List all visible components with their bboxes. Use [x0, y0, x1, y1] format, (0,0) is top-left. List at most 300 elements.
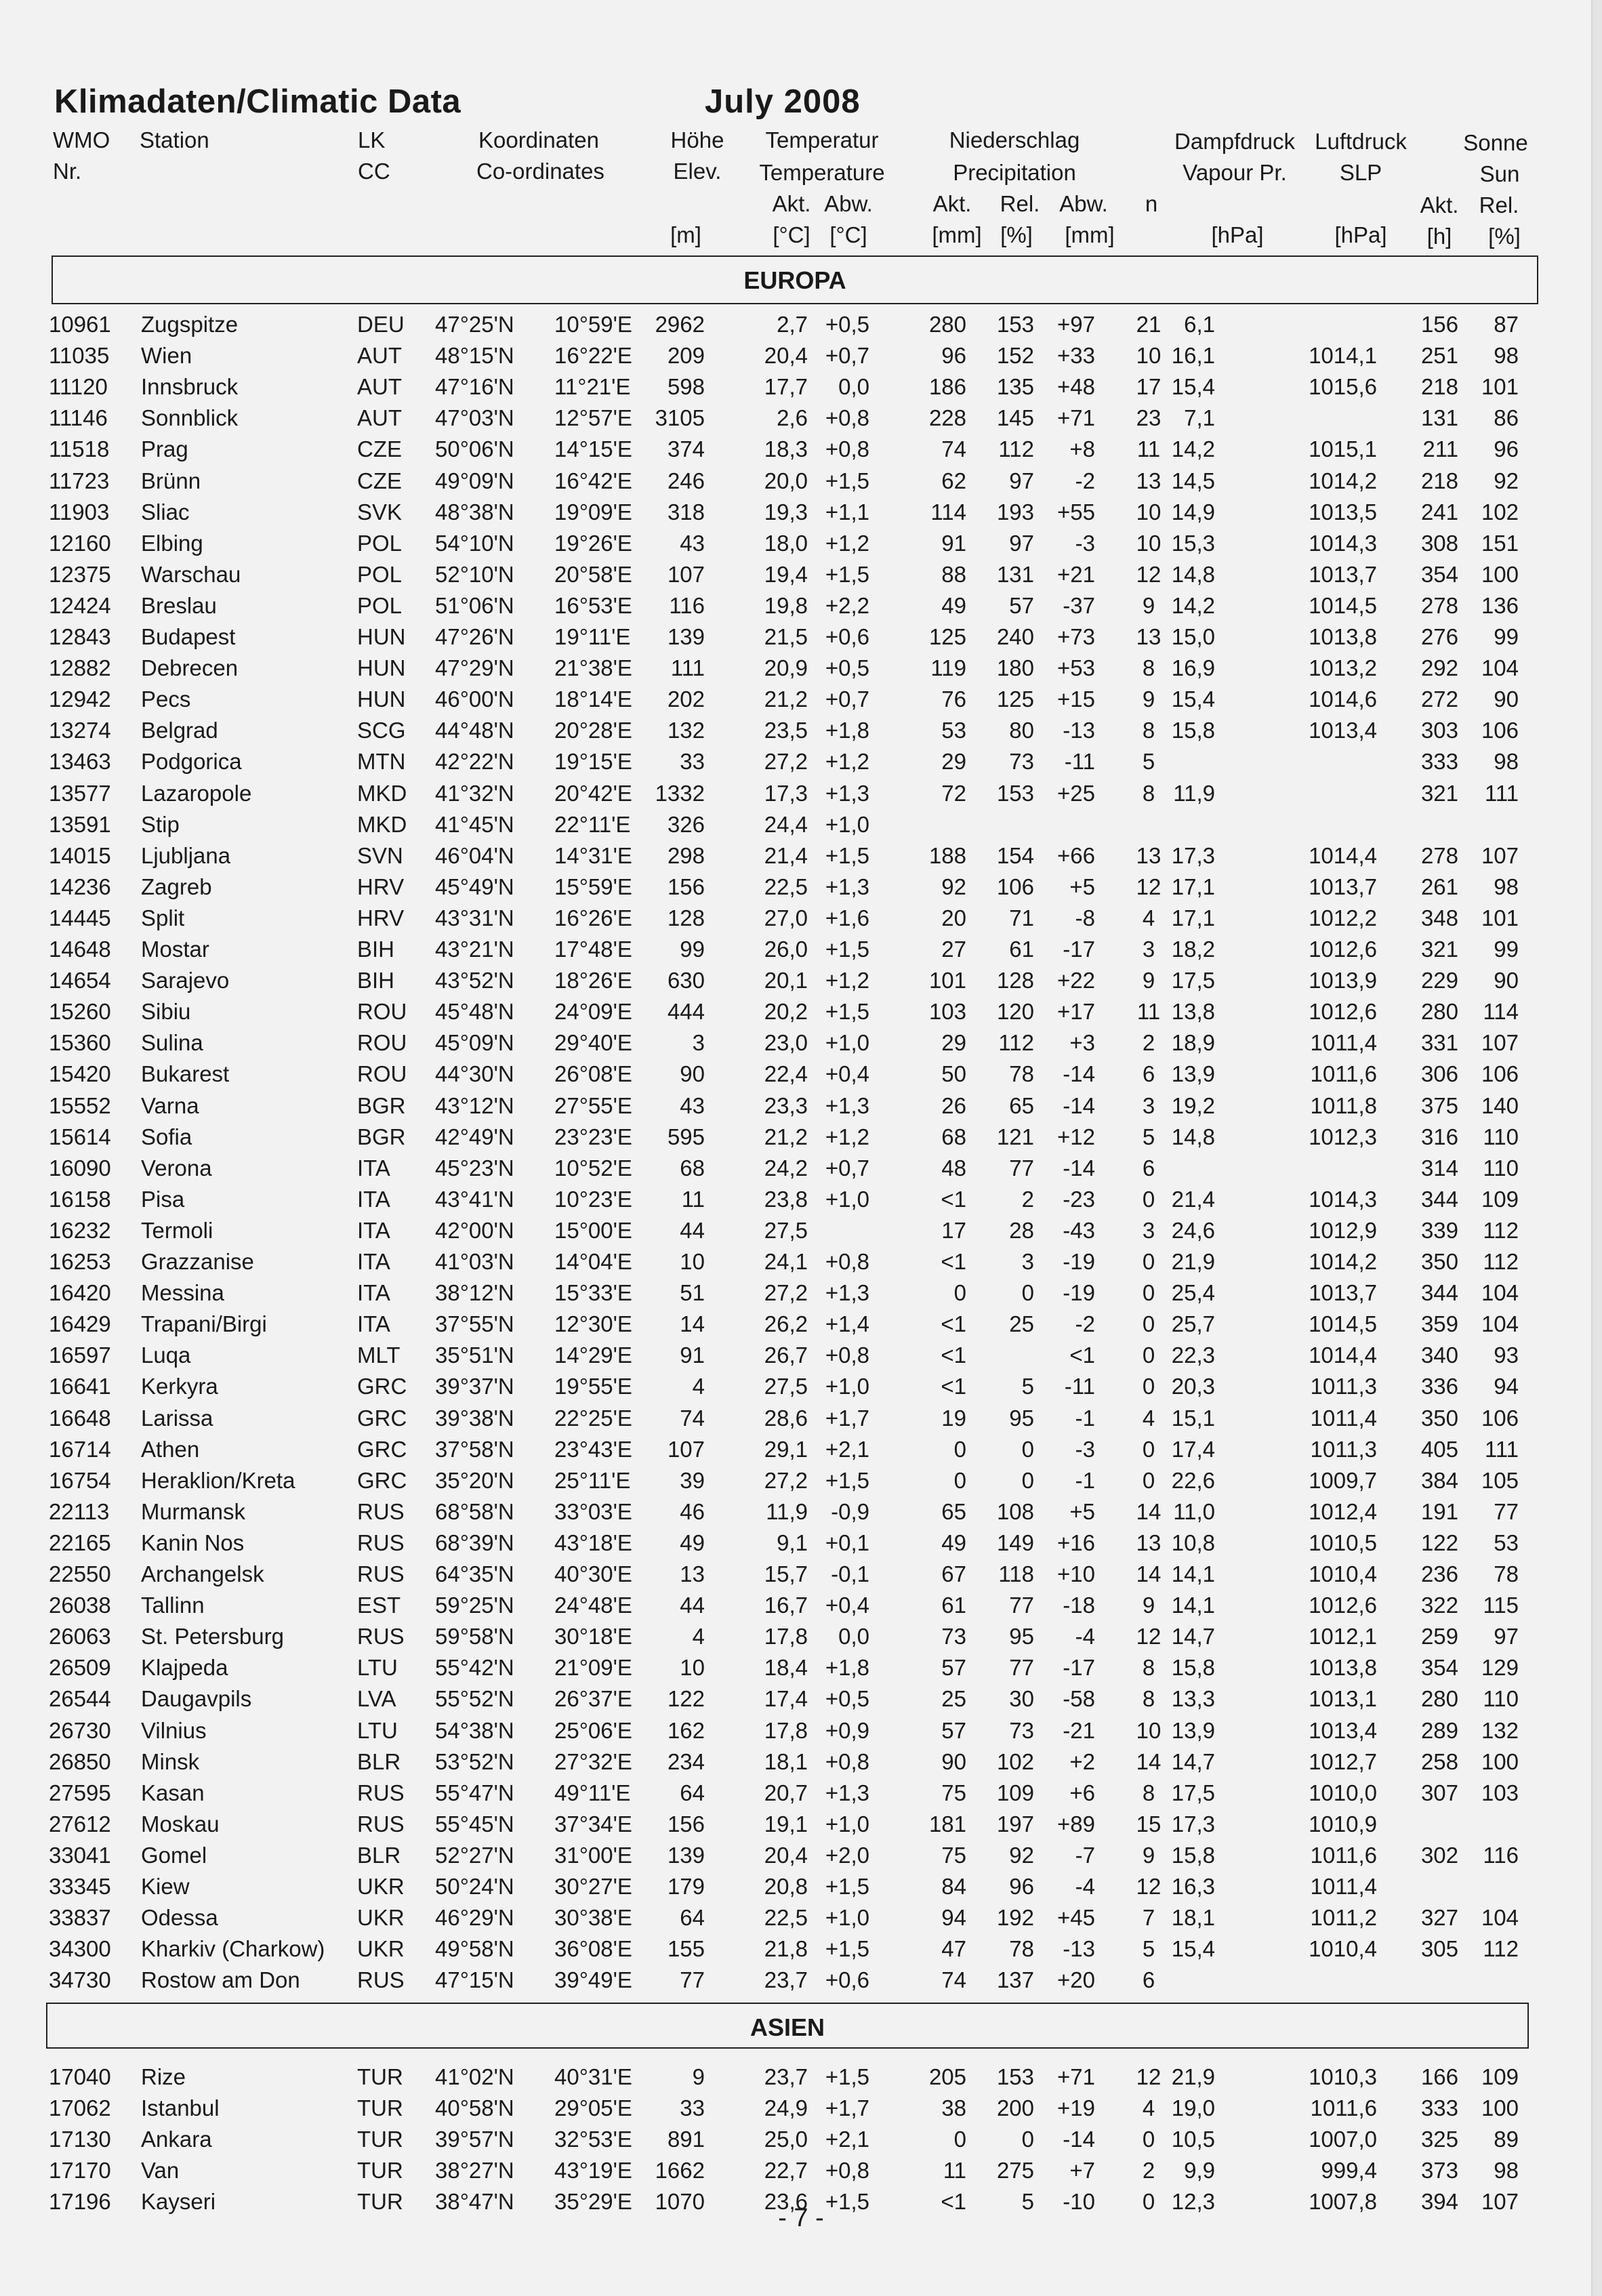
cell-precip-abw: +89 — [1057, 1811, 1095, 1837]
table-row — [0, 2127, 1602, 2158]
cell-country: CZE — [357, 436, 402, 462]
table-row — [0, 1624, 1602, 1655]
cell-country: POL — [357, 530, 403, 556]
cell-latitude: 37°55'N — [435, 1311, 514, 1337]
cell-sun-akt: 289 — [1420, 1717, 1458, 1743]
cell-temp-akt: 23,7 — [764, 1967, 808, 1993]
cell-country: HRV — [357, 874, 405, 899]
cell-temp-akt: 17,8 — [764, 1717, 808, 1743]
cell-wmo: 17170 — [49, 2158, 111, 2184]
cell-vapour: 13,8 — [1171, 999, 1215, 1025]
cell-country: TUR — [357, 2189, 403, 2215]
cell-precip-rel: 5 — [1021, 2189, 1034, 2215]
cell-elevation: 209 — [667, 343, 705, 369]
cell-vapour: 13,9 — [1171, 1061, 1215, 1087]
cell-elevation: 90 — [680, 1061, 705, 1087]
cell-temp-abw: +0,8 — [825, 405, 869, 431]
cell-sun-akt: 339 — [1420, 1217, 1458, 1243]
table-row — [0, 1406, 1602, 1437]
cell-precip-rel: 77 — [1009, 1155, 1034, 1181]
cell-latitude: 59°25'N — [435, 1593, 514, 1618]
cell-temp-abw: +1,3 — [825, 780, 869, 806]
cell-wmo: 26850 — [49, 1748, 111, 1774]
cell-vapour: 17,4 — [1171, 1436, 1215, 1462]
cell-sun-akt: 303 — [1420, 718, 1458, 743]
cell-temp-akt: 20,1 — [764, 968, 808, 993]
cell-longitude: 19°55'E — [554, 1374, 632, 1399]
cell-precip-akt: 88 — [941, 561, 966, 587]
cell-wmo: 14015 — [49, 842, 111, 868]
cell-wmo: 16648 — [49, 1405, 111, 1431]
cell-temp-akt: 19,1 — [764, 1811, 808, 1837]
cell-sun-rel: 90 — [1494, 686, 1519, 712]
cell-temp-akt: 23,8 — [764, 1186, 808, 1212]
cell-precip-akt: 76 — [941, 686, 966, 712]
cell-country: POL — [357, 592, 403, 618]
cell-latitude: 49°09'N — [435, 468, 514, 493]
cell-wmo: 16158 — [49, 1186, 111, 1212]
cell-wmo: 26038 — [49, 1593, 111, 1618]
cell-temp-akt: 21,8 — [764, 1936, 808, 1962]
cell-elevation: 2962 — [655, 312, 705, 337]
cell-station: Rize — [141, 2064, 186, 2089]
table-row — [0, 968, 1602, 999]
header-temp-akt: Akt. — [772, 191, 811, 216]
cell-temp-akt: 26,2 — [764, 1311, 808, 1337]
cell-sun-rel: 103 — [1481, 1780, 1519, 1805]
table-row — [0, 999, 1602, 1030]
cell-station: Kharkiv (Charkow) — [141, 1936, 325, 1962]
cell-sun-rel: 101 — [1481, 905, 1519, 930]
cell-sun-rel: 98 — [1494, 749, 1519, 775]
cell-precip-abw: -14 — [1063, 1061, 1095, 1087]
cell-longitude: 20°42'E — [554, 780, 632, 806]
cell-latitude: 47°25'N — [435, 312, 514, 337]
cell-latitude: 39°37'N — [435, 1374, 514, 1399]
cell-precip-akt: 90 — [941, 1748, 966, 1774]
cell-wmo: 33345 — [49, 1874, 111, 1899]
cell-precip-rel: 78 — [1009, 1936, 1034, 1962]
header-precip-abw-unit: [mm] — [1065, 222, 1115, 247]
cell-elevation: 1070 — [655, 2189, 705, 2215]
cell-precip-days: 5 — [1142, 1936, 1155, 1962]
cell-elevation: 43 — [680, 1092, 705, 1118]
cell-latitude: 41°45'N — [435, 811, 514, 837]
cell-country: ITA — [357, 1217, 390, 1243]
cell-sun-rel: 97 — [1494, 1624, 1519, 1649]
cell-country: ROU — [357, 1061, 407, 1087]
cell-sun-akt: 321 — [1420, 780, 1458, 806]
cell-longitude: 26°08'E — [554, 1061, 632, 1087]
cell-sun-rel: 100 — [1481, 1748, 1519, 1774]
cell-temp-abw: +1,3 — [825, 1280, 869, 1306]
cell-latitude: 39°38'N — [435, 1405, 514, 1431]
cell-precip-days: 21 — [1136, 312, 1162, 337]
cell-precip-abw: -13 — [1063, 1936, 1095, 1962]
cell-station: Grazzanise — [141, 1249, 254, 1274]
cell-temp-abw: +1,5 — [825, 1874, 869, 1899]
header-precip: Niederschlag — [949, 127, 1080, 152]
cell-precip-rel: 77 — [1009, 1655, 1034, 1681]
cell-latitude: 46°04'N — [435, 842, 514, 868]
cell-elevation: 43 — [680, 530, 705, 556]
cell-country: ITA — [357, 1280, 390, 1306]
table-row — [0, 1561, 1602, 1593]
cell-precip-akt: 186 — [928, 374, 966, 400]
cell-sun-rel: 78 — [1494, 1561, 1519, 1586]
cell-station: Odessa — [141, 1905, 218, 1931]
cell-precip-abw: -58 — [1063, 1686, 1095, 1712]
cell-slp: 1014,2 — [1309, 1249, 1377, 1274]
cell-precip-days: 8 — [1142, 718, 1155, 743]
cell-station: St. Petersburg — [141, 1624, 284, 1649]
cell-country: TUR — [357, 2127, 403, 2152]
cell-precip-rel: 200 — [996, 2095, 1034, 2121]
cell-slp: 1012,7 — [1309, 1748, 1377, 1774]
cell-precip-days: 10 — [1136, 1717, 1162, 1743]
cell-country: BGR — [357, 1092, 406, 1118]
cell-wmo: 15552 — [49, 1092, 111, 1118]
cell-precip-abw: -3 — [1075, 530, 1095, 556]
table-row — [0, 1718, 1602, 1749]
cell-vapour: 19,0 — [1171, 2095, 1215, 2121]
cell-precip-rel: 145 — [996, 405, 1034, 431]
cell-latitude: 46°00'N — [435, 686, 514, 712]
cell-sun-akt: 261 — [1420, 874, 1458, 899]
cell-longitude: 27°55'E — [554, 1092, 632, 1118]
cell-sun-akt: 344 — [1420, 1186, 1458, 1212]
cell-temp-abw: 0,0 — [838, 374, 869, 400]
cell-precip-rel: 153 — [996, 780, 1034, 806]
cell-longitude: 16°22'E — [554, 343, 632, 369]
cell-elevation: 64 — [680, 1905, 705, 1931]
cell-precip-akt: <1 — [941, 1249, 966, 1274]
cell-temp-akt: 24,2 — [764, 1155, 808, 1181]
cell-precip-akt: 65 — [941, 1498, 966, 1524]
cell-longitude: 15°59'E — [554, 874, 632, 899]
cell-precip-rel: 180 — [996, 655, 1034, 681]
cell-precip-days: 14 — [1136, 1561, 1162, 1586]
cell-precip-abw: +19 — [1057, 2095, 1095, 2121]
cell-vapour: 14,2 — [1171, 436, 1215, 462]
cell-temp-abw: +2,1 — [825, 2127, 869, 2152]
cell-station: Trapani/Birgi — [141, 1311, 267, 1337]
cell-latitude: 38°27'N — [435, 2158, 514, 2184]
table-row — [0, 1530, 1602, 1561]
cell-country: UKR — [357, 1905, 405, 1931]
table-row — [0, 1374, 1602, 1405]
cell-precip-abw: -2 — [1075, 1311, 1095, 1337]
cell-latitude: 45°48'N — [435, 999, 514, 1025]
cell-latitude: 38°12'N — [435, 1280, 514, 1306]
cell-precip-days: 8 — [1142, 655, 1155, 681]
cell-temp-abw: +1,5 — [825, 999, 869, 1025]
header-wmo-nr: Nr. — [53, 159, 82, 184]
cell-slp: 1011,6 — [1310, 1842, 1377, 1868]
cell-precip-days: 6 — [1142, 1155, 1155, 1181]
cell-sun-akt: 373 — [1420, 2158, 1458, 2184]
cell-sun-rel: 115 — [1483, 1593, 1519, 1618]
cell-station: Sofia — [141, 1124, 192, 1149]
cell-country: HRV — [357, 905, 405, 930]
header-wmo: WMO — [53, 127, 110, 152]
cell-sun-akt: 321 — [1420, 937, 1458, 962]
cell-temp-akt: 22,4 — [764, 1061, 808, 1087]
cell-slp: 1011,8 — [1310, 1092, 1377, 1118]
cell-station: Murmansk — [141, 1498, 246, 1524]
cell-sun-akt: 331 — [1420, 1030, 1458, 1056]
cell-precip-akt: 67 — [941, 1561, 966, 1586]
cell-country: RUS — [357, 1530, 405, 1555]
cell-longitude: 14°29'E — [554, 1342, 632, 1368]
cell-station: Wien — [141, 343, 192, 369]
cell-sun-rel: 93 — [1494, 1342, 1519, 1368]
cell-elevation: 111 — [670, 655, 705, 681]
cell-precip-rel: 80 — [1009, 718, 1034, 743]
cell-wmo: 11146 — [49, 405, 108, 431]
cell-precip-days: 12 — [1136, 1874, 1162, 1899]
cell-longitude: 35°29'E — [554, 2189, 632, 2215]
cell-temp-akt: 21,2 — [764, 1124, 808, 1149]
cell-wmo: 11518 — [49, 436, 110, 462]
cell-latitude: 43°12'N — [435, 1092, 514, 1118]
cell-temp-akt: 20,0 — [764, 468, 808, 493]
cell-elevation: 298 — [667, 842, 705, 868]
cell-temp-abw: +0,4 — [825, 1061, 869, 1087]
cell-latitude: 41°03'N — [435, 1249, 514, 1274]
cell-precip-days: 3 — [1142, 1092, 1155, 1118]
cell-country: LTU — [357, 1717, 398, 1743]
cell-precip-akt: <1 — [941, 1311, 966, 1337]
cell-latitude: 43°52'N — [435, 968, 514, 993]
cell-longitude: 10°23'E — [554, 1186, 632, 1212]
cell-slp: 1012,6 — [1309, 937, 1377, 962]
cell-latitude: 55°47'N — [435, 1780, 514, 1805]
cell-precip-akt: 188 — [928, 842, 966, 868]
cell-sun-akt: 259 — [1420, 1624, 1458, 1649]
cell-sun-akt: 229 — [1420, 968, 1458, 993]
cell-vapour: 15,8 — [1171, 1655, 1215, 1681]
cell-vapour: 15,4 — [1171, 686, 1215, 712]
cell-elevation: 11 — [681, 1186, 705, 1212]
cell-temp-abw: +1,5 — [825, 2064, 869, 2089]
cell-precip-days: 9 — [1142, 592, 1155, 618]
cell-elevation: 44 — [680, 1593, 705, 1618]
cell-latitude: 41°02'N — [435, 2064, 514, 2089]
cell-sun-akt: 344 — [1420, 1280, 1458, 1306]
cell-longitude: 30°18'E — [554, 1624, 632, 1649]
cell-wmo: 16420 — [49, 1280, 111, 1306]
cell-sun-rel: 151 — [1481, 530, 1519, 556]
cell-vapour: 22,6 — [1171, 1467, 1215, 1493]
cell-precip-rel: 30 — [1009, 1686, 1034, 1712]
cell-elevation: 91 — [680, 1342, 705, 1368]
cell-precip-rel: 197 — [996, 1811, 1034, 1837]
cell-vapour: 13,9 — [1171, 1717, 1215, 1743]
cell-precip-rel: 137 — [996, 1967, 1034, 1993]
cell-temp-akt: 26,0 — [764, 937, 808, 962]
cell-wmo: 12160 — [49, 530, 111, 556]
cell-latitude: 43°31'N — [435, 905, 514, 930]
table-row — [0, 1030, 1602, 1061]
cell-precip-akt: 205 — [928, 2064, 966, 2089]
cell-country: RUS — [357, 1967, 405, 1993]
cell-slp: 1014,5 — [1309, 1311, 1377, 1337]
cell-temp-akt: 2,7 — [777, 312, 808, 337]
cell-sun-rel: 107 — [1481, 1030, 1519, 1056]
table-row — [0, 937, 1602, 968]
cell-sun-rel: 77 — [1494, 1498, 1519, 1524]
cell-precip-abw: +48 — [1057, 374, 1095, 400]
cell-sun-akt: 166 — [1420, 2064, 1458, 2089]
cell-station: Kayseri — [141, 2189, 216, 2215]
cell-vapour: 14,8 — [1171, 1124, 1215, 1149]
cell-longitude: 16°42'E — [554, 468, 632, 493]
cell-longitude: 32°53'E — [554, 2127, 632, 2152]
cell-precip-days: 0 — [1142, 2127, 1155, 2152]
cell-station: Vilnius — [141, 1717, 207, 1743]
table-row — [0, 1342, 1602, 1374]
cell-precip-abw: +8 — [1069, 436, 1095, 462]
cell-latitude: 42°22'N — [435, 749, 514, 775]
cell-vapour: 10,5 — [1171, 2127, 1215, 2152]
table-row — [0, 905, 1602, 937]
cell-sun-rel: 98 — [1494, 874, 1519, 899]
cell-country: GRC — [357, 1405, 407, 1431]
cell-elevation: 122 — [667, 1686, 705, 1712]
cell-country: SVN — [357, 842, 403, 868]
cell-longitude: 25°11'E — [554, 1467, 631, 1493]
cell-latitude: 52°10'N — [435, 561, 514, 587]
cell-precip-abw: +22 — [1057, 968, 1095, 993]
header-elev-en: Elev. — [673, 159, 722, 184]
cell-precip-akt: <1 — [941, 1342, 966, 1368]
cell-precip-akt: 29 — [941, 749, 966, 775]
cell-precip-rel: 65 — [1009, 1092, 1034, 1118]
cell-precip-abw: -4 — [1075, 1624, 1095, 1649]
header-precip-n: n — [1145, 191, 1158, 216]
cell-elevation: 46 — [680, 1498, 705, 1524]
cell-sun-rel: 104 — [1481, 1280, 1519, 1306]
cell-temp-akt: 21,2 — [764, 686, 808, 712]
cell-vapour: 17,3 — [1171, 842, 1215, 868]
cell-precip-days: 0 — [1142, 1467, 1155, 1493]
cell-station: Sulina — [141, 1030, 203, 1056]
cell-precip-akt: 72 — [941, 780, 966, 806]
cell-latitude: 47°29'N — [435, 655, 514, 681]
cell-longitude: 37°34'E — [554, 1811, 632, 1837]
cell-precip-akt: 38 — [941, 2095, 966, 2121]
cell-precip-abw: +45 — [1057, 1905, 1095, 1931]
cell-precip-abw: +20 — [1057, 1967, 1095, 1993]
cell-precip-abw: -19 — [1063, 1249, 1095, 1274]
cell-sun-akt: 251 — [1420, 343, 1458, 369]
cell-vapour: 25,7 — [1171, 1311, 1215, 1337]
cell-vapour: 15,4 — [1171, 1936, 1215, 1962]
cell-precip-abw: -17 — [1063, 1655, 1095, 1681]
cell-country: EST — [357, 1593, 401, 1618]
cell-precip-akt: 101 — [928, 968, 966, 993]
cell-station: Athen — [141, 1436, 200, 1462]
cell-sun-rel: 107 — [1481, 2189, 1519, 2215]
cell-temp-abw: +0,9 — [825, 1717, 869, 1743]
cell-wmo: 14445 — [49, 905, 111, 930]
cell-sun-akt: 258 — [1420, 1748, 1458, 1774]
cell-sun-rel: 114 — [1483, 999, 1519, 1025]
cell-latitude: 46°29'N — [435, 1905, 514, 1931]
cell-station: Lazaropole — [141, 780, 252, 806]
cell-precip-days: 3 — [1142, 1217, 1155, 1243]
cell-precip-akt: 68 — [941, 1124, 966, 1149]
cell-sun-akt: 241 — [1420, 499, 1458, 525]
cell-temp-akt: 27,2 — [764, 1280, 808, 1306]
cell-country: BLR — [357, 1748, 401, 1774]
cell-slp: 1010,4 — [1309, 1561, 1377, 1586]
cell-wmo: 22550 — [49, 1561, 111, 1586]
table-row — [0, 2095, 1602, 2127]
cell-precip-abw: -7 — [1075, 1842, 1095, 1868]
cell-temp-abw: +1,3 — [825, 1092, 869, 1118]
header-lk: LK — [358, 127, 386, 152]
cell-wmo: 13577 — [49, 780, 111, 806]
cell-sun-rel: 94 — [1494, 1374, 1519, 1399]
cell-precip-days: 13 — [1136, 1530, 1162, 1555]
cell-latitude: 53°52'N — [435, 1748, 514, 1774]
table-row — [0, 312, 1602, 343]
cell-precip-akt: 94 — [941, 1905, 966, 1931]
cell-sun-akt: 278 — [1420, 842, 1458, 868]
cell-latitude: 68°58'N — [435, 1498, 514, 1524]
cell-wmo: 16090 — [49, 1155, 111, 1181]
cell-precip-akt: 48 — [941, 1155, 966, 1181]
cell-precip-days: 9 — [1142, 1842, 1155, 1868]
table-row — [0, 812, 1602, 843]
cell-sun-akt: 314 — [1420, 1155, 1458, 1181]
cell-vapour: 16,3 — [1171, 1874, 1215, 1899]
cell-precip-akt: 26 — [941, 1092, 966, 1118]
cell-precip-abw: +17 — [1057, 999, 1095, 1025]
cell-sun-akt: 350 — [1420, 1405, 1458, 1431]
cell-slp: 1013,2 — [1309, 655, 1377, 681]
cell-sun-akt: 325 — [1420, 2127, 1458, 2152]
table-row — [0, 405, 1602, 436]
cell-sun-akt: 359 — [1420, 1311, 1458, 1337]
cell-precip-days: 6 — [1142, 1061, 1155, 1087]
cell-elevation: 107 — [667, 561, 705, 587]
cell-sun-akt: 336 — [1420, 1374, 1458, 1399]
cell-station: Kerkyra — [141, 1374, 218, 1399]
cell-longitude: 16°26'E — [554, 905, 632, 930]
cell-latitude: 41°32'N — [435, 780, 514, 806]
cell-slp: 1012,9 — [1309, 1217, 1377, 1243]
cell-elevation: 374 — [667, 436, 705, 462]
cell-temp-akt: 17,7 — [764, 374, 808, 400]
header-coords-en: Co-ordinates — [476, 159, 604, 184]
cell-slp: 1013,8 — [1309, 624, 1377, 649]
cell-country: MTN — [357, 749, 406, 775]
cell-vapour: 14,9 — [1171, 499, 1215, 525]
cell-country: AUT — [357, 374, 402, 400]
header-sun-en: Sun — [1479, 161, 1520, 186]
cell-elevation: 179 — [667, 1874, 705, 1899]
cell-sun-akt: 350 — [1420, 1249, 1458, 1274]
cell-country: HUN — [357, 686, 406, 712]
cell-precip-abw: +33 — [1057, 343, 1095, 369]
table-row — [0, 749, 1602, 780]
cell-temp-akt: 18,1 — [764, 1748, 808, 1774]
cell-country: MKD — [357, 780, 407, 806]
cell-sun-rel: 112 — [1483, 1936, 1519, 1962]
